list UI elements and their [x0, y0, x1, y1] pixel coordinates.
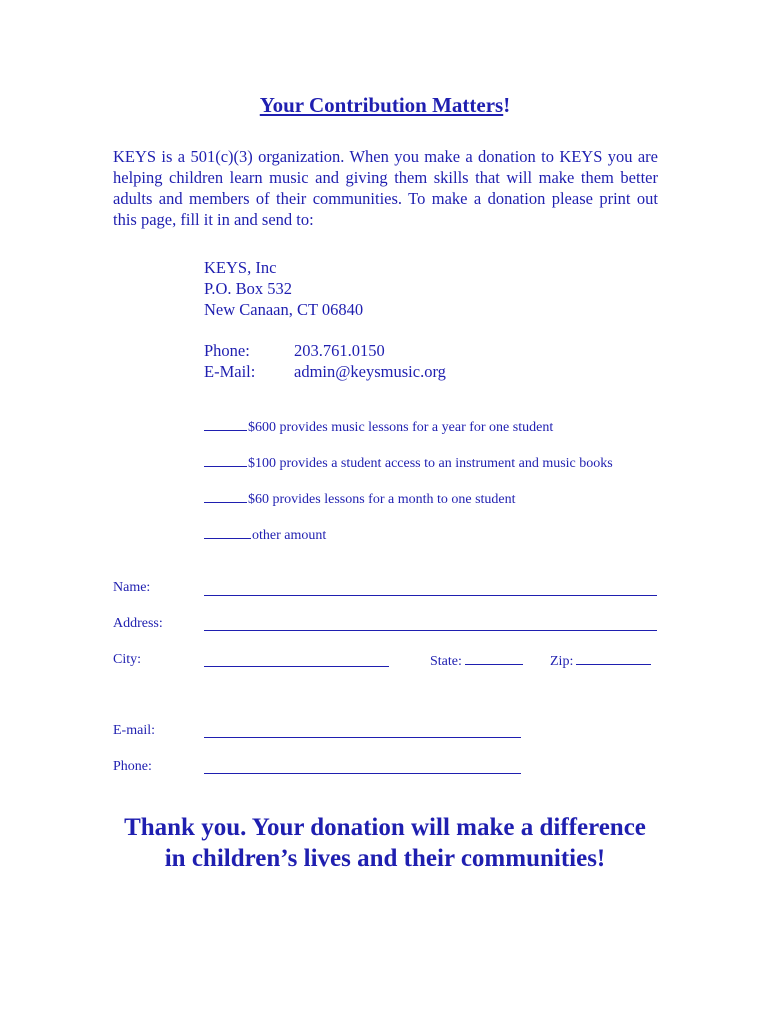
- option-label: other amount: [252, 528, 327, 543]
- amount-blank[interactable]: [204, 418, 247, 431]
- state-field[interactable]: [465, 652, 523, 665]
- name-label: Name:: [113, 580, 151, 595]
- phone-label: Phone:: [204, 341, 250, 360]
- intro-paragraph: KEYS is a 501(c)(3) organization. When you make a donation to KEYS you are helping children learn music and giving them skills that will make them better adults and members of their communities. To make a donation please print out this page, fill it in and send to:: [113, 147, 658, 229]
- name-field[interactable]: [204, 595, 657, 596]
- phone-form-label: Phone:: [113, 759, 152, 774]
- donation-option-600[interactable]: [204, 418, 553, 436]
- option-label: $100 provides a student access to an instrument and music books: [248, 456, 613, 471]
- option-label: $600 provides music lessons for a year for one student: [248, 420, 554, 435]
- zip-field[interactable]: [576, 652, 651, 665]
- email-field[interactable]: [204, 737, 521, 738]
- option-label: $60 provides lessons for a month to one student: [248, 492, 516, 507]
- address-field[interactable]: [204, 630, 657, 631]
- address-line-3: New Canaan, CT 06840: [204, 300, 364, 319]
- thank-you-message: [0, 812, 770, 874]
- thanks-line-2: in children’s lives and their communities!: [164, 845, 606, 872]
- amount-blank[interactable]: [204, 490, 247, 503]
- amount-blank[interactable]: [204, 526, 251, 539]
- city-field[interactable]: [204, 666, 389, 667]
- phone-field[interactable]: [204, 773, 521, 774]
- donation-option-60[interactable]: [204, 490, 516, 508]
- amount-blank[interactable]: [204, 454, 247, 467]
- email-value[interactable]: admin@keysmusic.org: [294, 362, 446, 381]
- address-label: Address:: [113, 616, 163, 631]
- state-field-group: [430, 652, 523, 670]
- title-exclamation: !: [503, 93, 511, 117]
- email-form-label: E-mail:: [113, 723, 155, 738]
- address-line-1: KEYS, Inc: [204, 258, 277, 277]
- email-label: E-Mail:: [204, 362, 256, 381]
- donation-option-other[interactable]: [204, 526, 326, 544]
- title-text: Your Contribution Matters: [259, 93, 504, 117]
- address-line-2: P.O. Box 532: [204, 279, 293, 298]
- zip-label: Zip:: [550, 654, 574, 669]
- state-label: State:: [430, 654, 462, 669]
- city-label: City:: [113, 652, 142, 667]
- phone-value: 203.761.0150: [294, 341, 385, 360]
- thanks-line-1: Thank you. Your donation will make a difference: [124, 814, 646, 841]
- mailing-address: [204, 257, 363, 320]
- zip-field-group: [550, 652, 651, 670]
- donation-option-100[interactable]: [204, 454, 613, 472]
- page-title: [0, 93, 770, 118]
